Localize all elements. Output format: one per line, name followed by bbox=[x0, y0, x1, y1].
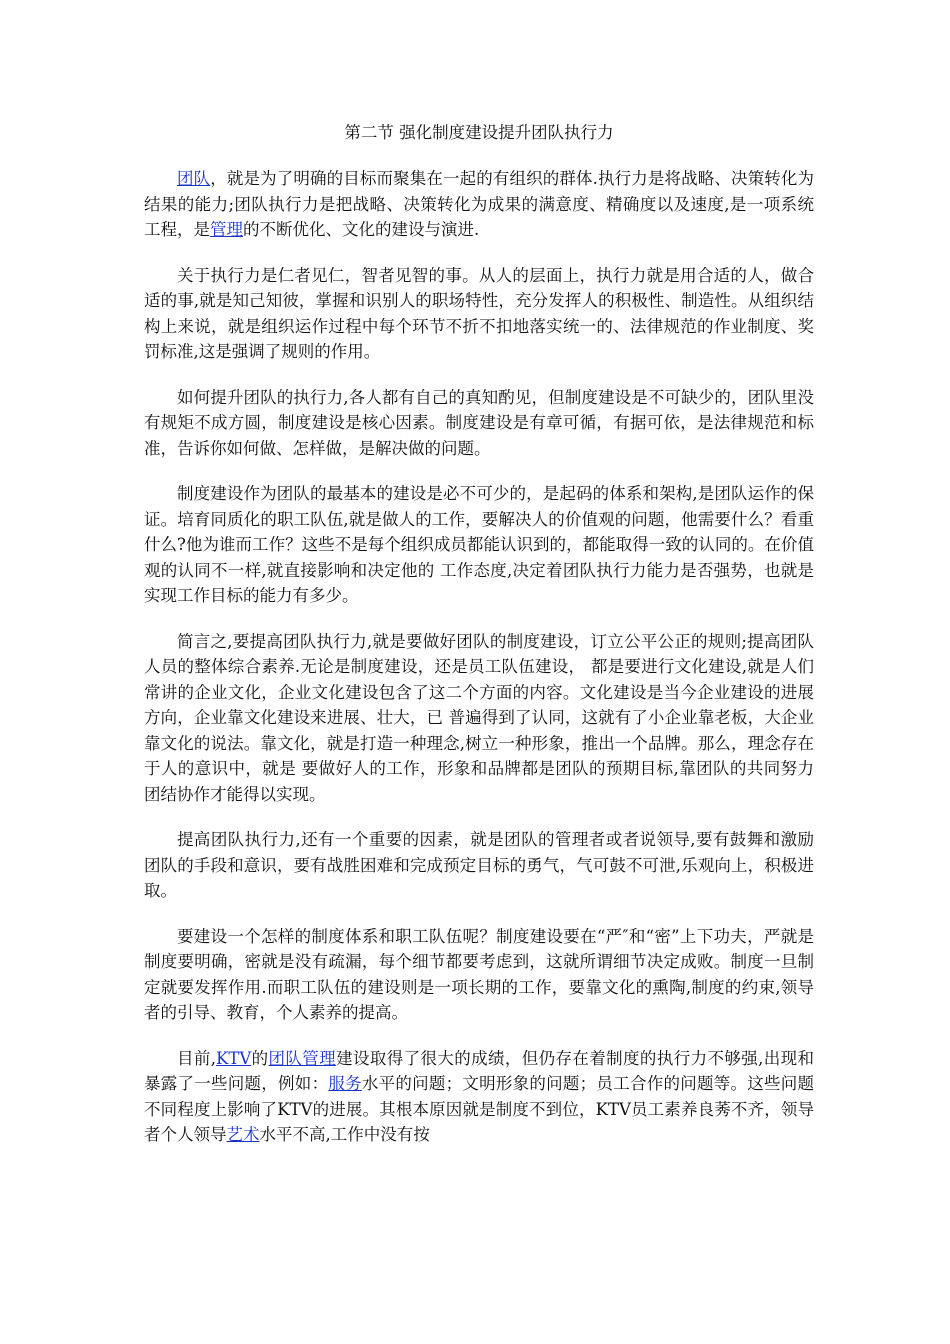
paragraph bbox=[144, 827, 814, 904]
paragraph-text: 如何提升团队的执行力,各人都有自己的真知酌见，但制度建设是不可缺少的，团队里没有规矩不成方圆，制度建设是核心因素。制度建设是有章可循，有据可依，是法律规范和标准，告诉你如何做、怎样做，是解决做的问题。 bbox=[144, 387, 814, 458]
paragraph-text: 的不断优化、文化的建设与演进. bbox=[243, 220, 480, 239]
paragraph bbox=[144, 1046, 814, 1148]
paragraph-text: 水平不高,工作中没有按 bbox=[259, 1125, 430, 1144]
paragraph-text: ，就是为了明确的目标而聚集在一起的有组织的群体.执行力是将战略、决策转化为结果的能力;团队执行力是把战略、决策转化为成果的满意度、精确度以及速度,是一项系统工程，是 bbox=[144, 169, 814, 239]
inline-link[interactable]: 管理 bbox=[210, 220, 243, 239]
document-page bbox=[144, 120, 814, 1168]
paragraph bbox=[144, 166, 814, 243]
paragraph bbox=[144, 385, 814, 462]
paragraph-text: 制度建设作为团队的最基本的建设是必不可少的，是起码的体系和架构,是团队运作的保证。培育同质化的职工队伍,就是做人的工作，要解决人的价值观的问题，他需要什么？看重什么?他为谁而工作？这些不是每个组织成员都能认识到的，都能取得一致的认同的。在价值观的认同不一样,就直接影响和决定他的 工作态度,决定着团队执行力能力是否强势，也就是实现工作目标的能力有多少。 bbox=[144, 484, 814, 605]
inline-link[interactable]: 艺术 bbox=[226, 1125, 260, 1144]
inline-link[interactable]: KTV bbox=[216, 1048, 252, 1068]
inline-link[interactable]: 服务 bbox=[328, 1074, 362, 1093]
paragraph-text: 目前, bbox=[177, 1048, 217, 1068]
document-title: 第二节 强化制度建设提升团队执行力 bbox=[344, 123, 614, 142]
paragraph-text: 建设取得了很大的成绩，但仍存在着制度的执行力不够强,出现和暴露了一些问题，例如： bbox=[144, 1048, 815, 1093]
paragraph bbox=[144, 629, 814, 808]
paragraph bbox=[144, 263, 814, 365]
inline-link[interactable]: 团队管理 bbox=[268, 1048, 337, 1068]
paragraph-text: 简言之,要提高团队执行力,就是要做好团队的制度建设，订立公平公正的规则;提高团队人员的整体综合素养.无论是制度建设，还是员工队伍建设， 都是要进行文化建设,就是人们常讲的企业文化，企业文化建设包含了这二个方面的内容。文化建设是当今企业建设的进展方向，企业靠文化建设来进展、壮大，已 普遍得到了认同，这就有了小企业靠老板，大企业靠文化的说法。靠文化，就是打造一种理念,树立一种形象，推出一个品牌。那么，理念存在于人的意识中，就是 要做好人的工作，形象和品牌都是团队的预期目标,靠团队的共同努力团结协作才能得以实现。 bbox=[144, 631, 814, 804]
paragraph-text: 提高团队执行力,还有一个重要的因素，就是团队的管理者或者说领导,要有鼓舞和激励团队的手段和意识，要有战胜困难和完成预定目标的勇气，气可鼓不可泄,乐观向上，积极进取。 bbox=[144, 830, 814, 900]
document-body bbox=[144, 166, 814, 1148]
paragraph-text: 的 bbox=[251, 1048, 269, 1068]
paragraph bbox=[144, 481, 814, 609]
paragraph-text: 要建设一个怎样的制度体系和职工队伍呢？制度建设要在“严″和“密”上下功夫，严就是制度要明确，密就是没有疏漏，每个细节都要考虑到，这就所谓细节决定成败。制度一旦制定就要发挥作用.而职工队伍的建设则是一项长期的工作，要靠文化的熏陶,制度的约束,领导者的引导、教育，个人素养的提高。 bbox=[144, 926, 814, 1022]
paragraph-text: 水平的问题；文明形象的问题；员工合作的问题等。这些问题不同程度上影响了KTV的进展。其根本原因就是制度不到位，KTV员工素养良莠不齐，领导者个人领导 bbox=[144, 1074, 815, 1144]
paragraph-text: 关于执行力是仁者见仁，智者见智的事。从人的层面上，执行力就是用合适的人，做合适的事,就是知己知彼，掌握和识别人的职场特性，充分发挥人的积极性、制造性。从组织结构上来说，就是组织运作过程中每个环节不折不扣地落实统一的、法律规范的作业制度、奖罚标准,这是强调了规则的作用。 bbox=[144, 265, 814, 361]
inline-link[interactable]: 团队 bbox=[177, 169, 211, 188]
paragraph bbox=[144, 924, 814, 1026]
